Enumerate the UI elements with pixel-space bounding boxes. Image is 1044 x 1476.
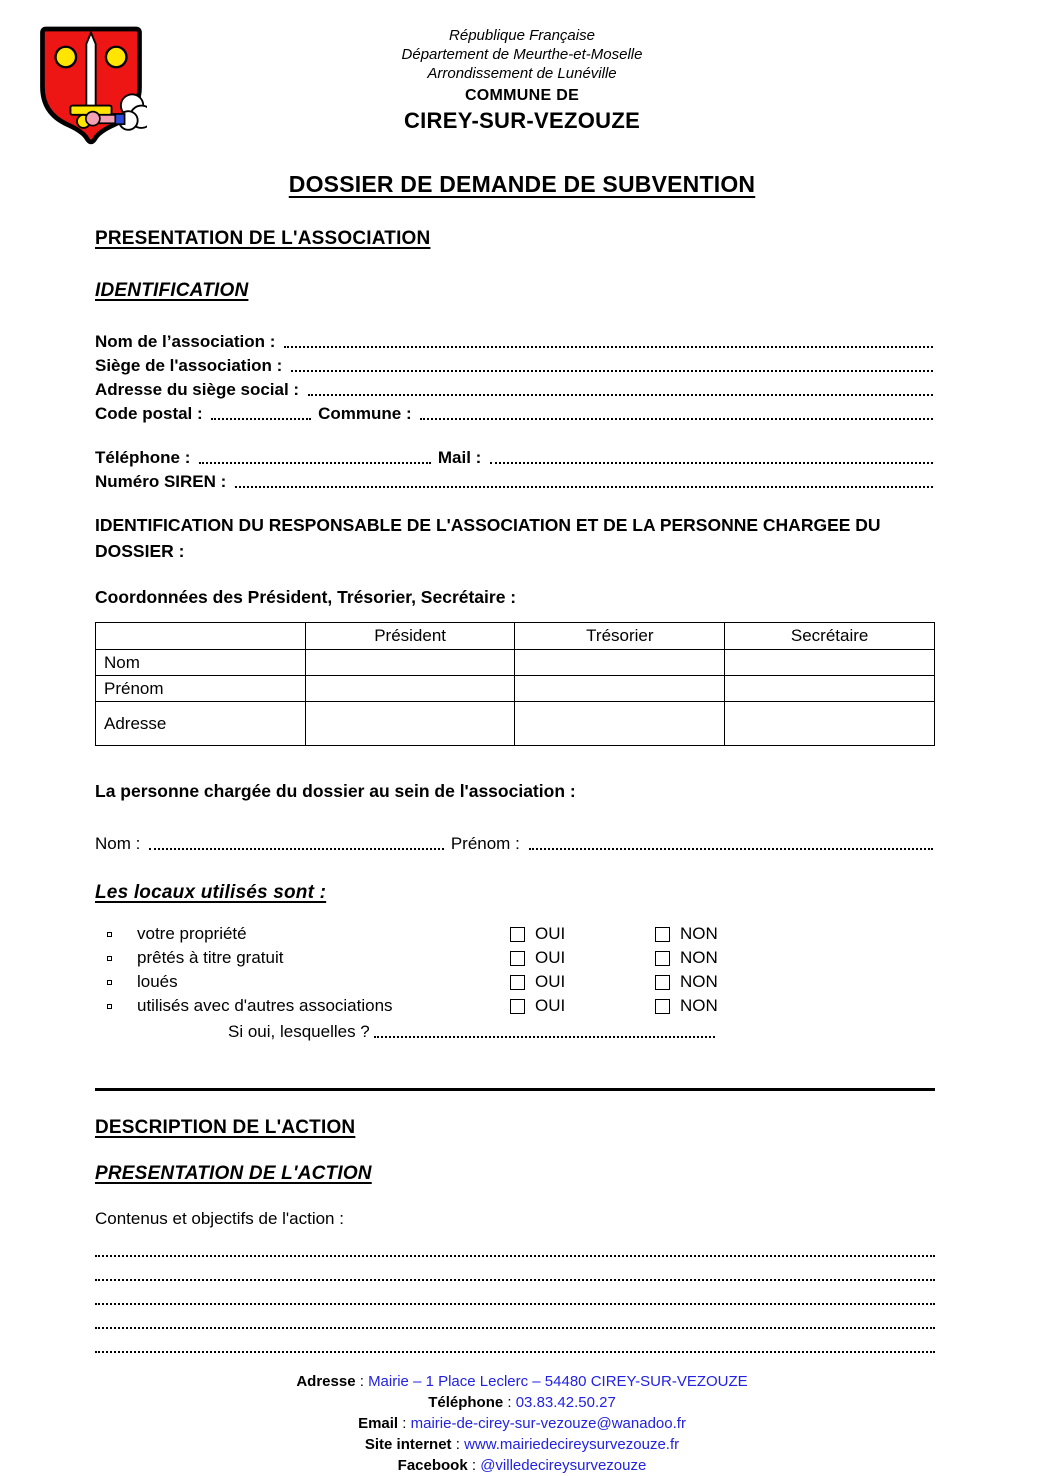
field-label-telephone: Téléphone : bbox=[95, 448, 196, 467]
table-header-row bbox=[96, 623, 935, 650]
checklist-item-pretes bbox=[95, 946, 935, 970]
oui-label: OUI bbox=[535, 948, 566, 967]
heading-coordonnees: Coordonnées des Président, Trésorier, Secrétaire : bbox=[95, 587, 517, 607]
table-row-prenom bbox=[96, 676, 935, 702]
locaux-checklist bbox=[95, 922, 935, 1042]
heading-responsable: IDENTIFICATION DU RESPONSABLE DE L'ASSOCIATION ET DE LA PERSONNE CHARGEE DU DOSSIER : bbox=[95, 515, 881, 561]
footer-email-link[interactable]: mairie-de-cirey-sur-vezouze@wanadoo.fr bbox=[410, 1415, 686, 1432]
field-label-adresse-siege: Adresse du siège social : bbox=[95, 380, 304, 399]
field-label-mail: Mail : bbox=[437, 448, 487, 467]
footer-telephone-value: 03.83.42.50.27 bbox=[515, 1394, 616, 1411]
table-row-nom bbox=[96, 650, 935, 676]
oui-checkbox[interactable] bbox=[510, 975, 525, 990]
non-checkbox[interactable] bbox=[655, 975, 670, 990]
fill-line-personne-prenom bbox=[529, 848, 933, 850]
si-oui-line bbox=[95, 1018, 935, 1042]
square-bullet-icon bbox=[107, 956, 112, 961]
table-cell bbox=[725, 702, 935, 746]
table-cell bbox=[725, 676, 935, 702]
fill-line-si-oui bbox=[374, 1036, 715, 1038]
table-cell bbox=[305, 650, 515, 676]
checklist-label: votre propriété bbox=[137, 924, 247, 943]
footer-website-link[interactable]: www.mairiedecireysurvezouze.fr bbox=[464, 1436, 680, 1453]
table-cell bbox=[515, 676, 725, 702]
heading-personne-chargee: La personne chargée du dossier au sein de l'association : bbox=[95, 781, 576, 801]
non-label: NON bbox=[680, 924, 718, 943]
fill-line bbox=[95, 1281, 935, 1305]
table-cell bbox=[515, 650, 725, 676]
footer-adresse-value: Mairie – 1 Place Leclerc – 54480 CIREY-SUR-VEZOUZE bbox=[368, 1373, 748, 1390]
subheading-presentation-action: PRESENTATION DE L'ACTION bbox=[95, 1163, 372, 1184]
square-bullet-icon bbox=[107, 932, 112, 937]
fill-line-mail bbox=[490, 462, 933, 464]
square-bullet-icon bbox=[107, 1004, 112, 1009]
field-label-nom: Nom de l’association : bbox=[95, 332, 281, 351]
section-divider bbox=[95, 1088, 935, 1091]
fill-line-siren bbox=[235, 486, 933, 488]
commune-label: COMMUNE DE bbox=[464, 87, 580, 104]
col-header-secretaire: Secrétaire bbox=[725, 623, 935, 650]
section-heading-action: DESCRIPTION DE L'ACTION bbox=[95, 1117, 356, 1138]
fill-line bbox=[95, 1257, 935, 1281]
commune-name: CIREY-SUR-VEZOUZE bbox=[403, 108, 641, 133]
square-bullet-icon bbox=[107, 980, 112, 985]
page-header bbox=[0, 0, 1044, 135]
document-title: DOSSIER DE DEMANDE DE SUBVENTION bbox=[288, 171, 756, 197]
field-telephone-mail bbox=[95, 444, 935, 468]
non-checkbox[interactable] bbox=[655, 951, 670, 966]
checklist-label: prêtés à titre gratuit bbox=[137, 948, 284, 967]
col-header-president: Président bbox=[305, 623, 515, 650]
col-header-tresorier: Trésorier bbox=[515, 623, 725, 650]
oui-checkbox[interactable] bbox=[510, 951, 525, 966]
fill-line bbox=[95, 1329, 935, 1353]
fill-line-adresse-siege bbox=[308, 394, 933, 396]
field-label-personne-nom: Nom : bbox=[95, 834, 146, 853]
footer-line-telephone: Téléphone : 03.83.42.50.27 bbox=[428, 1394, 616, 1411]
non-label: NON bbox=[680, 948, 718, 967]
footer-line-adresse: Adresse : Mairie – 1 Place Leclerc – 54480 CIREY-SUR-VEZOUZE bbox=[296, 1373, 748, 1390]
table-cell bbox=[305, 676, 515, 702]
non-checkbox[interactable] bbox=[655, 927, 670, 942]
oui-checkbox[interactable] bbox=[510, 999, 525, 1014]
fill-line bbox=[95, 1233, 935, 1257]
non-label: NON bbox=[680, 972, 718, 991]
subheading-identification: IDENTIFICATION bbox=[95, 280, 249, 301]
subheading-locaux: Les locaux utilisés sont : bbox=[95, 882, 327, 903]
field-label-siren: Numéro SIREN : bbox=[95, 472, 232, 491]
coat-of-arms-icon bbox=[35, 22, 147, 148]
checklist-item-autres-associations bbox=[95, 994, 935, 1018]
section-heading-association: PRESENTATION DE L'ASSOCIATION bbox=[95, 228, 431, 249]
page-footer bbox=[0, 1371, 1044, 1476]
arrondissement-line: Arrondissement de Lunéville bbox=[427, 65, 617, 82]
row-label-adresse: Adresse bbox=[96, 702, 306, 746]
header-text-block bbox=[0, 26, 1044, 135]
footer-facebook-link[interactable]: @villedecireysurvezouze bbox=[480, 1457, 647, 1474]
table-corner-cell bbox=[96, 623, 306, 650]
contenus-label: Contenus et objectifs de l'action : bbox=[95, 1209, 344, 1228]
checklist-label: loués bbox=[137, 972, 178, 991]
table-cell bbox=[725, 650, 935, 676]
field-label-siege: Siège de l'association : bbox=[95, 356, 288, 375]
field-nom-prenom bbox=[95, 830, 935, 854]
footer-line-site: Site internet : www.mairiedecireysurvezouze.fr bbox=[364, 1436, 680, 1453]
checklist-item-loues bbox=[95, 970, 935, 994]
field-siege-association bbox=[95, 352, 935, 376]
row-label-prenom: Prénom bbox=[96, 676, 306, 702]
oui-label: OUI bbox=[535, 924, 566, 943]
footer-line-email: Email : mairie-de-cirey-sur-vezouze@wanadoo.fr bbox=[358, 1415, 686, 1432]
checklist-item-propriete bbox=[95, 922, 935, 946]
field-adresse-siege bbox=[95, 376, 935, 400]
fill-line-nom bbox=[284, 346, 933, 348]
field-nom-association bbox=[95, 328, 935, 352]
non-checkbox[interactable] bbox=[655, 999, 670, 1014]
si-oui-label: Si oui, lesquelles ? bbox=[228, 1022, 370, 1041]
non-label: NON bbox=[680, 996, 718, 1015]
fill-line-telephone bbox=[199, 462, 431, 464]
fill-line-commune bbox=[420, 418, 933, 420]
republique-line: République Française bbox=[449, 27, 595, 44]
field-label-personne-prenom: Prénom : bbox=[450, 834, 525, 853]
footer-line-facebook: Facebook : @villedecireysurvezouze bbox=[397, 1457, 647, 1474]
coordonnees-table bbox=[95, 622, 935, 746]
row-label-nom: Nom bbox=[96, 650, 306, 676]
table-cell bbox=[515, 702, 725, 746]
fill-line bbox=[95, 1305, 935, 1329]
table-cell bbox=[305, 702, 515, 746]
departement-line: Département de Meurthe-et-Moselle bbox=[401, 46, 643, 63]
oui-label: OUI bbox=[535, 996, 566, 1015]
fill-line-siege bbox=[291, 370, 933, 372]
fill-line-code-postal bbox=[211, 418, 311, 420]
checklist-label: utilisés avec d'autres associations bbox=[137, 996, 393, 1015]
field-label-commune: Commune : bbox=[318, 404, 417, 423]
field-code-postal-commune bbox=[95, 400, 935, 424]
field-siren bbox=[95, 468, 935, 492]
table-row-adresse bbox=[96, 702, 935, 746]
fill-line-personne-nom bbox=[149, 848, 444, 850]
oui-checkbox[interactable] bbox=[510, 927, 525, 942]
oui-label: OUI bbox=[535, 972, 566, 991]
contenus-fill-area bbox=[95, 1233, 935, 1353]
field-label-code-postal: Code postal : bbox=[95, 404, 208, 423]
